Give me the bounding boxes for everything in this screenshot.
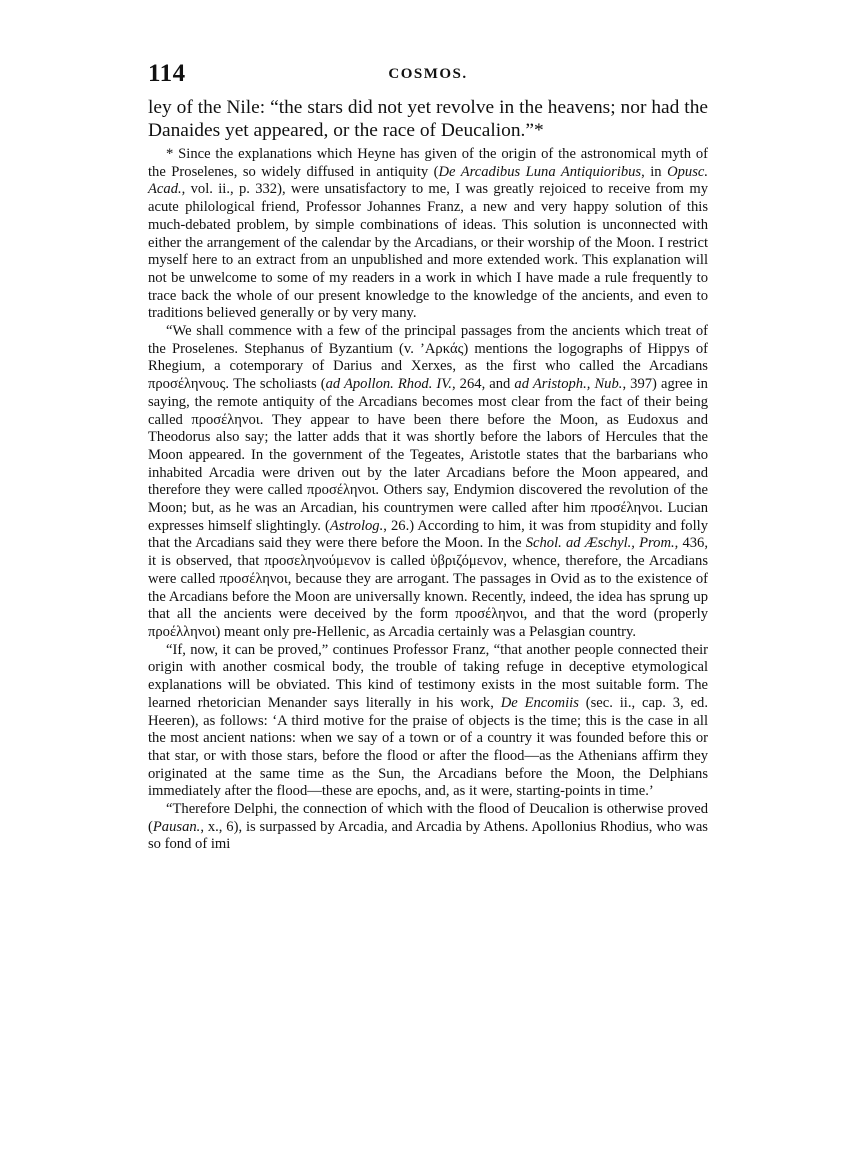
book-page: [148, 60, 708, 854]
footnote-paragraph-3: “If, now, it can be proved,” continues Professor Franz, “that another people connected their origin with another cosmical body, the trouble of taking refuge in deceptive etymological explanations will be obviated. This kind of testimony exists in the most suitable form. The learned rhetorician Menander says literally in his work, De Encomiis (sec. ii., cap. 3, ed. Heeren), as follows: ‘A third motive for the praise of objects is the time; this is the case in all the most ancient nations: when we say of a town or of a country it was founded before this or that star, or with those stars, before the flood or after the flood—as the Athenians affirm they originated at the same time as the Sun, the Arcadians before the Moon, the Delphians immediately after the flood—these are epochs, and, as it were, starting-points in time.’: [148, 641, 708, 800]
page-number: 114: [148, 60, 186, 87]
footnote-paragraph-4: “Therefore Delphi, the connection of which with the flood of Deucalion is otherwise proved (Pausan., x., 6), is surpassed by Arcadia, and Arcadia by Athens. Apollonius Rhodius, who was so fond of imi: [148, 801, 708, 853]
main-text: ley of the Nile: “the stars did not yet revolve in the heavens; nor had the Danaides yet appeared, or the race of Deucalion.”*: [148, 97, 708, 141]
running-head: [148, 60, 708, 90]
footnote-paragraph-2: “We shall commence with a few of the principal passages from the ancients which treat of the Proselenes. Stephanus of Byzantium (v. ’Αρκάς) mentions the logographs of Hippys of Rhegium, a cotemporary of Darius and Xerxes, as the first who called the Arcadians προσέληνους. The scholiasts (ad Apollon. Rhod. IV., 264, and ad Aristoph., Nub., 397) agree in saying, the remote antiquity of the Arcadians becomes most clear from the fact of their being called προσέληνοι. They appear to have been there before the Moon, as Eudoxus and Theodorus also say; the latter adds that it was shortly before the labors of Hercules that the Moon appeared. In the government of the Tegeates, Aristotle states that the barbarians who inhabited Arcadia were driven out by the later Arcadians before the Moon appeared, and therefore they were called προσέληνοι. Others say, Endymion discovered the revolution of the Moon; but, as he was an Arcadian, his countrymen were called after him προσέληνοι. Lucian expresses himself slightingly. (Astrolog., 26.) According to him, it was from stupidity and folly that the Arcadians said they were there before the Moon. In the Schol. ad Æschyl., Prom., 436, it is observed, that προσεληνούμενον is called ὑβριζόμενον, whence, therefore, the Arcadians were called προσέληνοι, because they are arrogant. The passages in Ovid as to the existence of the Arcadians before the Moon are universally known. Recently, indeed, the idea has sprung up that all the ancients were deceived by the form προσέληνοι, and that the word (properly προέλληνοι) meant only pre-Hellenic, as Arcadia certainly was a Pelasgian country.: [148, 323, 709, 640]
footnote-paragraph-1: * Since the explanations which Heyne has given of the origin of the astronomical myth of the Proselenes, so widely diffused in antiquity (De Arcadibus Luna Antiquioribus, in Opusc. Acad., vol. ii., p. 332), were unsatisfactory to me, I was greatly rejoiced to receive from my acute philological friend, Professor Johannes Franz, a new and very happy solution of this much-debated problem, by simple combinations of ideas. This solution is unconnected with either the arrangement of the calendar by the Arcadians, or their worship of the Moon. I restrict myself here to an extract from an unpublished and more extended work. This explanation will not be unwelcome to some of my readers in a work in which I have made a rule frequently to trace back the whole of our present knowledge to the knowledge of the ancients, and even to traditions believed generally or by very many.: [148, 146, 709, 322]
running-title: COSMOS.: [388, 66, 468, 82]
